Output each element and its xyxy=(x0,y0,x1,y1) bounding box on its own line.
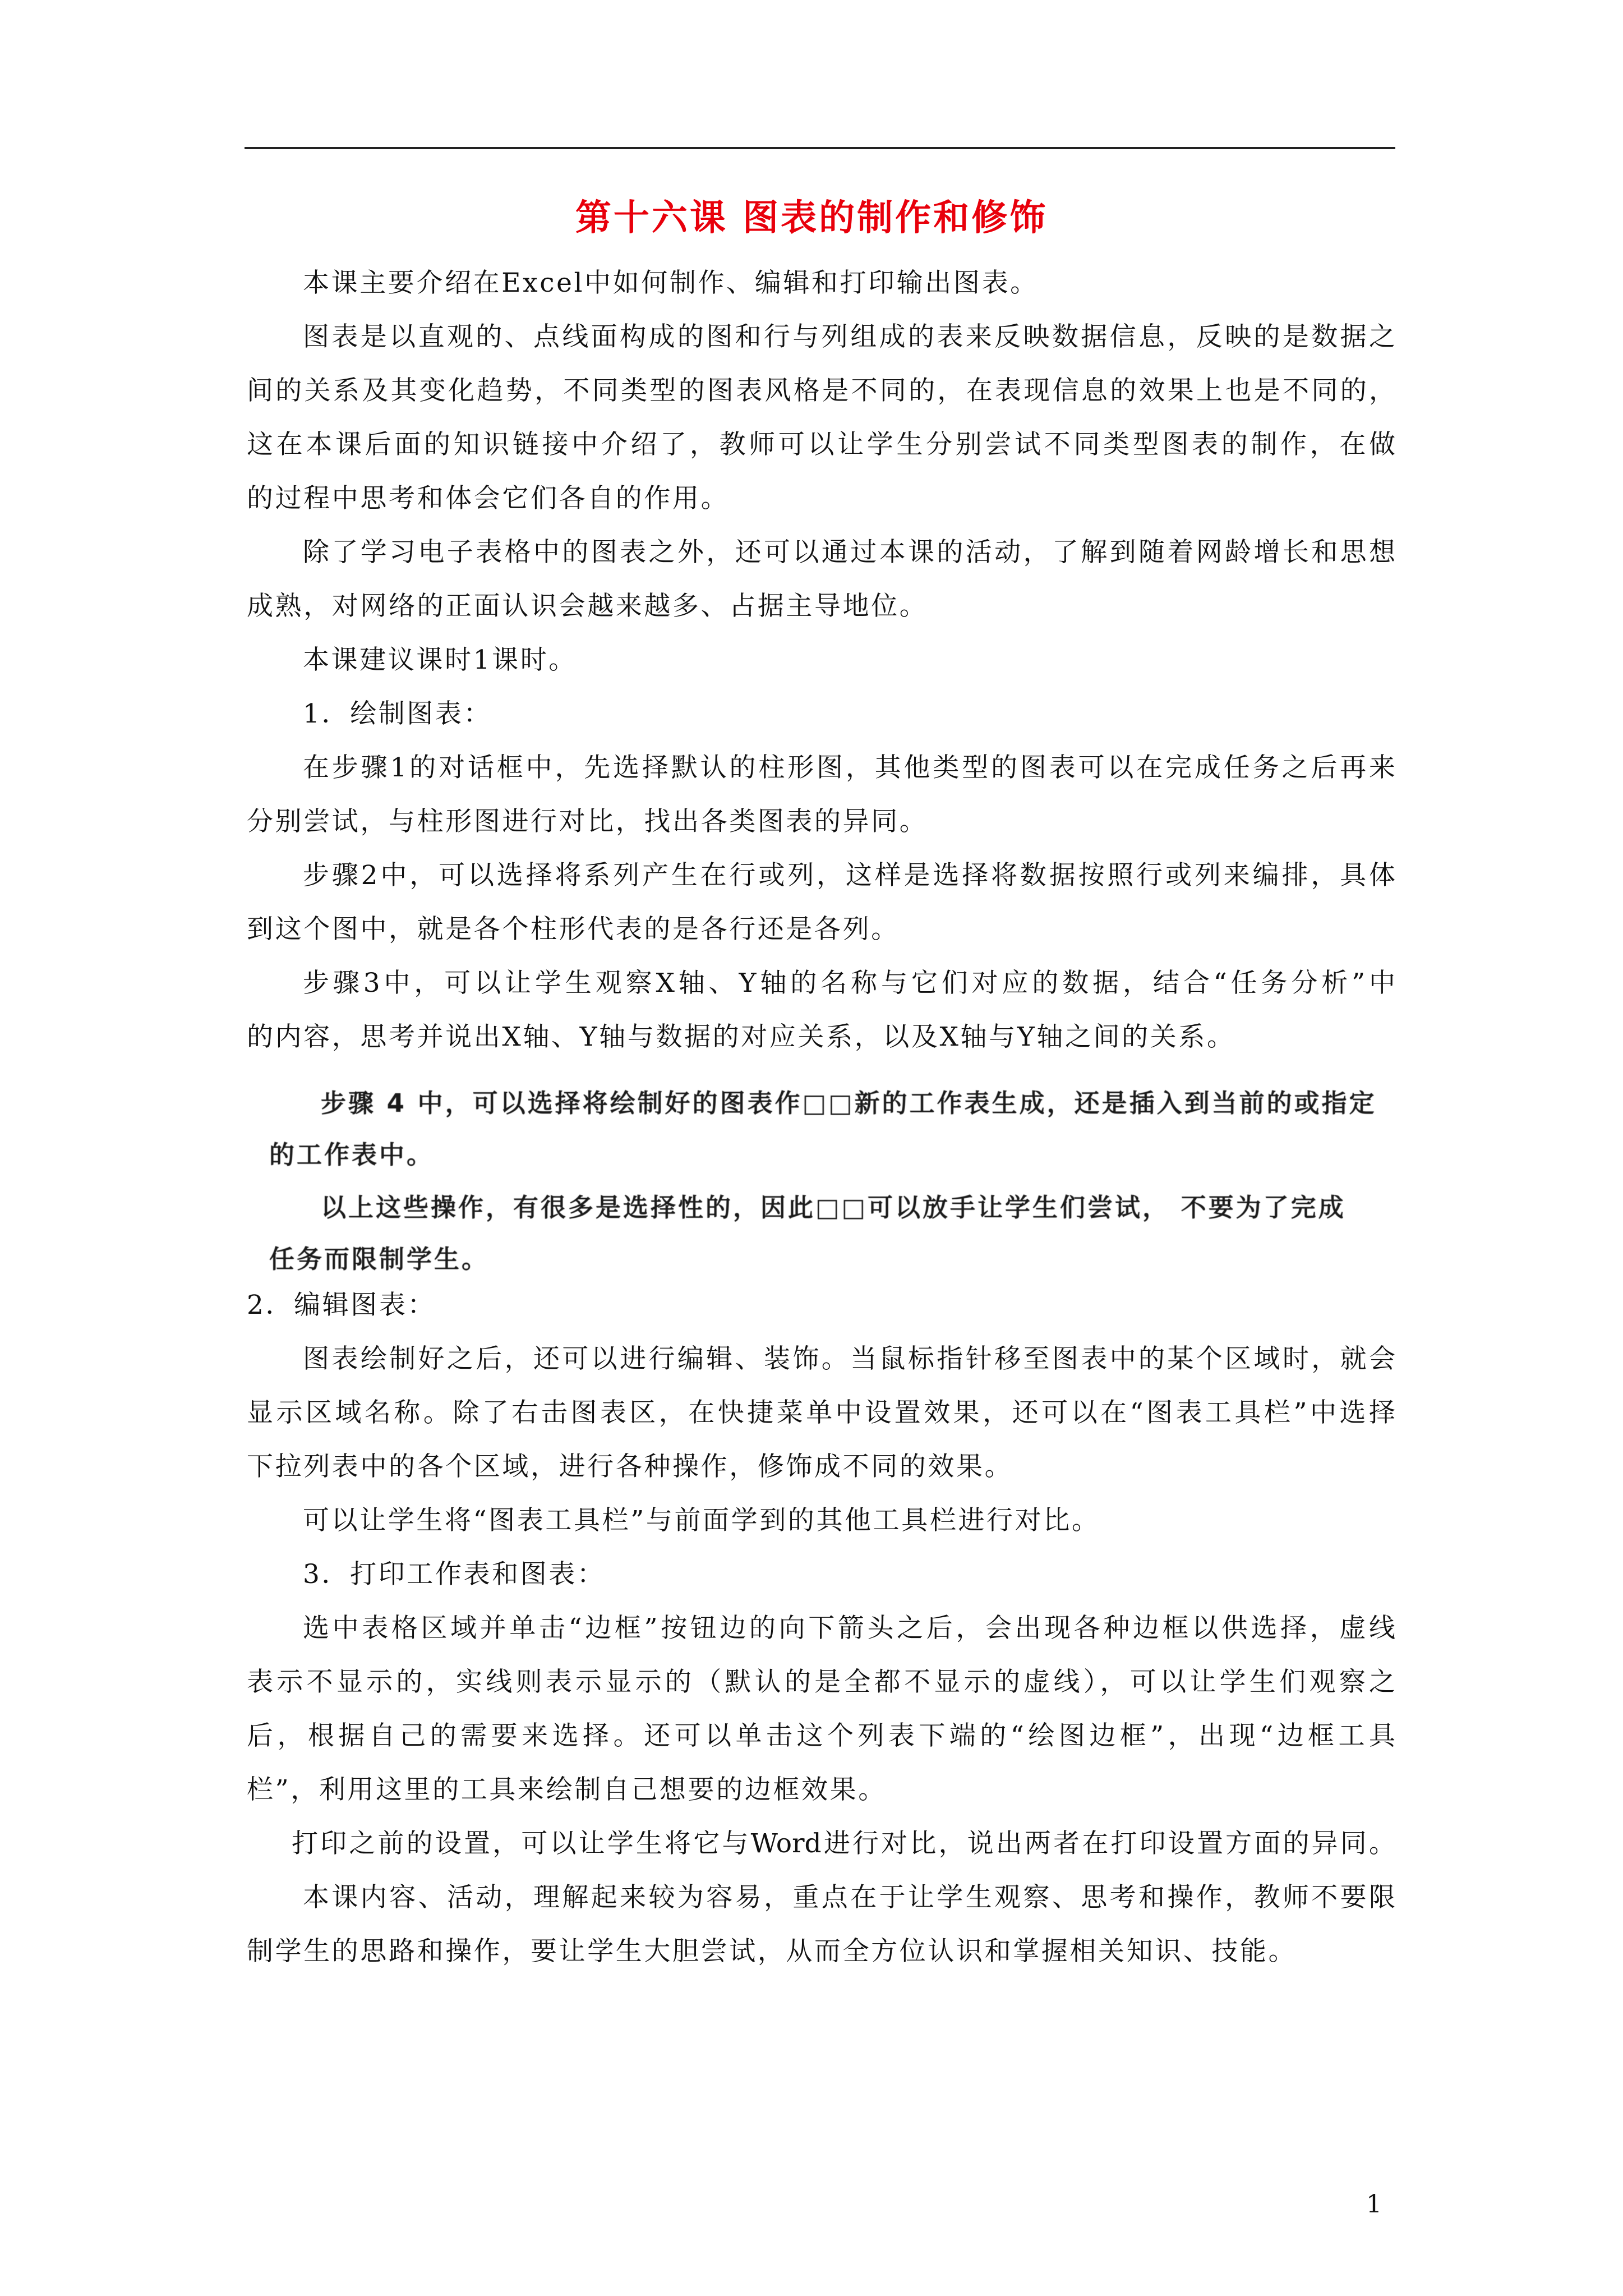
paragraph-line: 步骤3中，可以让学生观察X轴、Y轴的名称与它们对应的数据，结合“任务分析”中 xyxy=(303,968,1395,999)
paragraph-line: 间的关系及其变化趋势，不同类型的图表风格是不同的，在表现信息的效果上也是不同的， xyxy=(247,375,1395,406)
paragraph-line: 分别尝试，与柱形图进行对比，找出各类图表的异同。 xyxy=(247,806,928,837)
paragraph-line: 显示区域名称。除了右击图表区，在快捷菜单中设置效果，还可以在“图表工具栏”中选择 xyxy=(247,1397,1395,1428)
scanned-line: 步骤 4 中，可以选择将绘制好的图表作□□新的工作表生成，还是插入到当前的或指定 xyxy=(321,1088,1377,1118)
paragraph-line: 的过程中思考和体会它们各自的作用。 xyxy=(247,483,730,514)
paragraph-line: 本课内容、活动，理解起来较为容易，重点在于让学生观察、思考和操作，教师不要限 xyxy=(303,1882,1395,1913)
scanned-line: 任务而限制学生。 xyxy=(269,1244,490,1274)
page-number: 1 xyxy=(1366,2190,1382,2219)
paragraph-line: 打印之前的设置，可以让学生将它与Word进行对比，说出两者在打印设置方面的异同。 xyxy=(292,1828,1395,1859)
section-heading: 2．编辑图表： xyxy=(247,1290,436,1320)
paragraph-line: 本课建议课时1课时。 xyxy=(303,645,577,675)
paragraph-line: 在步骤1的对话框中，先选择默认的柱形图，其他类型的图表可以在完成任务之后再来 xyxy=(303,752,1395,783)
paragraph-line: 图表是以直观的、点线面构成的图和行与列组成的表来反映数据信息，反映的是数据之 xyxy=(303,321,1395,352)
paragraph-line: 的内容，思考并说出X轴、Y轴与数据的对应关系，以及X轴与Y轴之间的关系。 xyxy=(247,1022,1235,1052)
section-heading: 3．打印工作表和图表： xyxy=(303,1559,606,1590)
paragraph-line: 下拉列表中的各个区域，进行各种操作，修饰成不同的效果。 xyxy=(247,1451,1013,1482)
paragraph-line: 后，根据自己的需要来选择。还可以单击这个列表下端的“绘图边框”，出现“边框工具 xyxy=(247,1720,1395,1751)
lesson-title: 第十六课 图表的制作和修饰 xyxy=(575,197,1048,239)
section-heading: 1．绘制图表： xyxy=(303,698,492,729)
paragraph-line: 步骤2中，可以选择将系列产生在行或列，这样是选择将数据按照行或列来编排，具体 xyxy=(303,860,1395,891)
paragraph-line: 表示不显示的，实线则表示显示的（默认的是全都不显示的虚线），可以让学生们观察之 xyxy=(247,1667,1395,1697)
paragraph-line: 本课主要介绍在Excel中如何制作、编辑和打印输出图表。 xyxy=(303,268,1039,298)
paragraph-line: 图表绘制好之后，还可以进行编辑、装饰。当鼠标指针移至图表中的某个区域时，就会 xyxy=(303,1343,1395,1374)
paragraph-line: 选中表格区域并单击“边框”按钮边的向下箭头之后，会出现各种边框以供选择，虚线 xyxy=(303,1613,1395,1644)
paragraph-line: 除了学习电子表格中的图表之外，还可以通过本课的活动，了解到随着网龄增长和思想 xyxy=(303,537,1395,568)
paragraph-line: 栏”，利用这里的工具来绘制自己想要的边框效果。 xyxy=(247,1774,887,1805)
paragraph-line: 成熟，对网络的正面认识会越来越多、占据主导地位。 xyxy=(247,591,928,622)
scanned-line: 的工作表中。 xyxy=(269,1140,435,1170)
paragraph-line: 到这个图中，就是各个柱形代表的是各行还是各列。 xyxy=(247,914,900,945)
scanned-line: 以上这些操作，有很多是选择性的，因此□□可以放手让学生们尝试， 不要为了完成 xyxy=(321,1193,1346,1222)
paragraph-line: 制学生的思路和操作，要让学生大胆尝试，从而全方位认识和掌握相关知识、技能。 xyxy=(247,1936,1297,1967)
paragraph-line: 可以让学生将“图表工具栏”与前面学到的其他工具栏进行对比。 xyxy=(303,1505,1100,1536)
paragraph-line: 这在本课后面的知识链接中介绍了，教师可以让学生分别尝试不同类型图表的制作，在做 xyxy=(247,429,1395,460)
